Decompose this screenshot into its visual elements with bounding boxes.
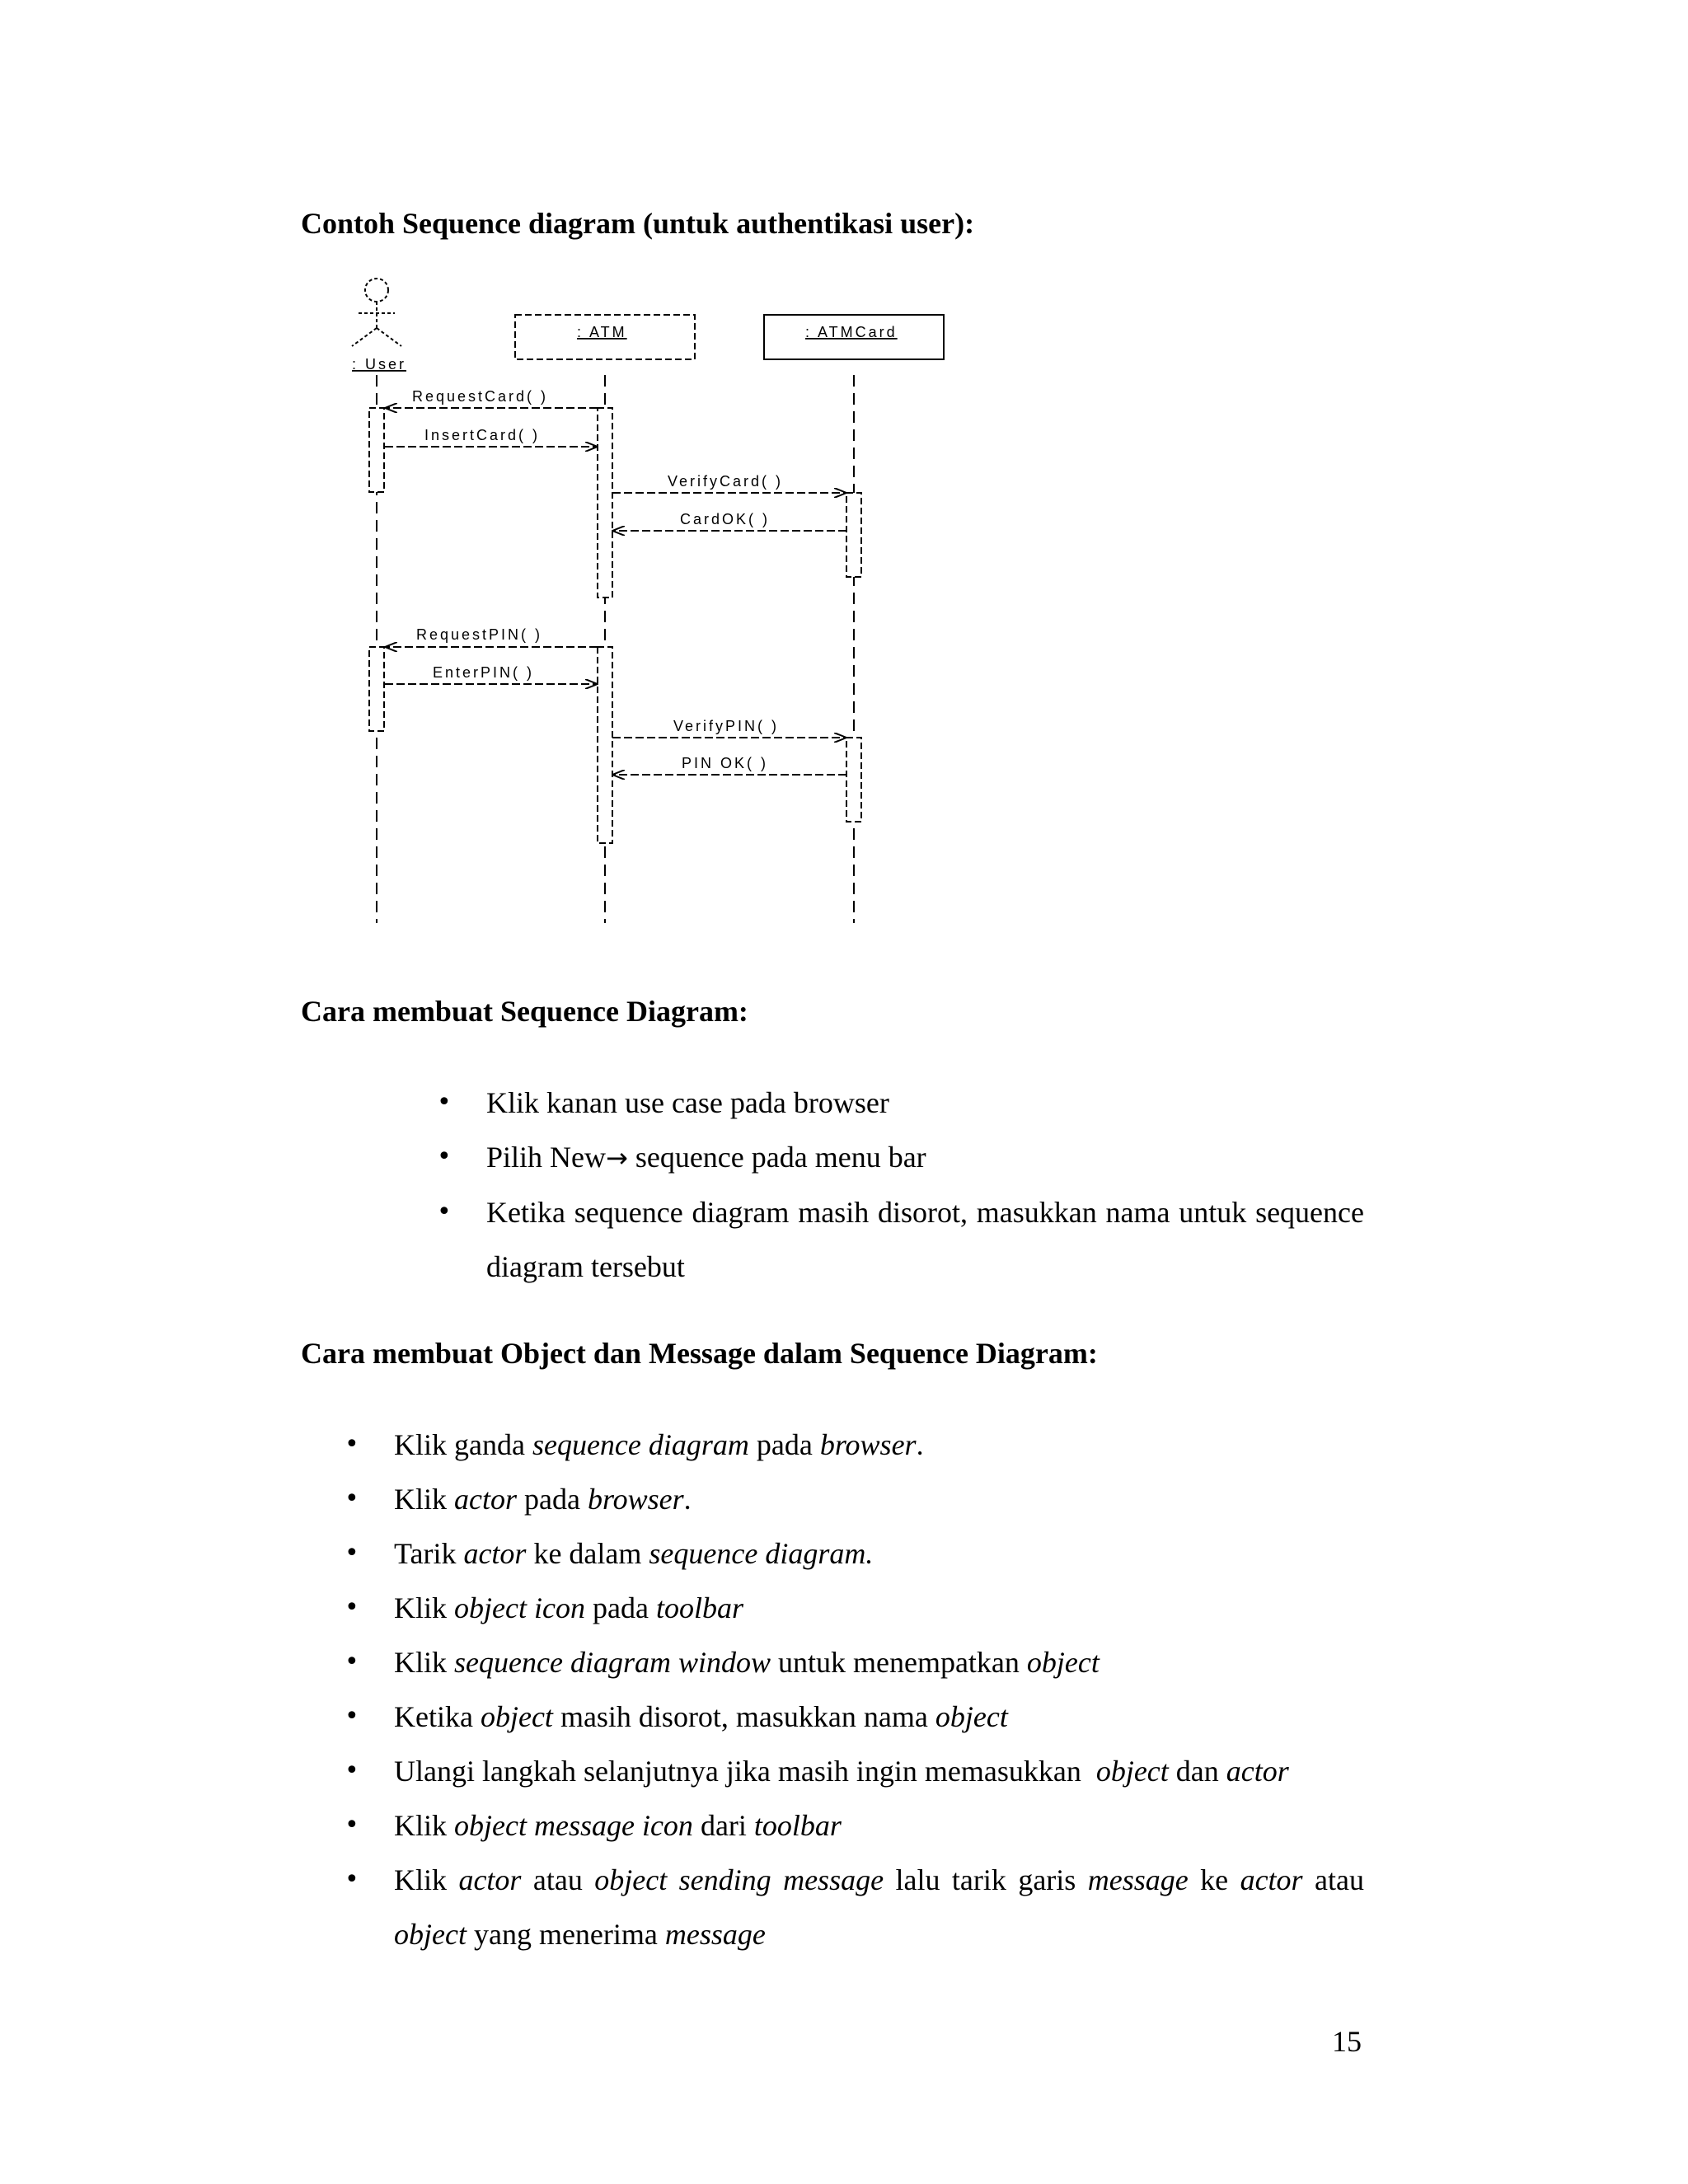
sequence-diagram: [326, 272, 968, 931]
list-item: • Klik object message icon dari toolbar: [345, 1798, 1364, 1853]
bullet-icon: •: [345, 1484, 359, 1513]
activation-atm-2: [598, 647, 612, 843]
bullet-icon: •: [345, 1811, 359, 1840]
message-label: RequestPIN( ): [416, 626, 543, 643]
message-label: PIN OK( ): [682, 755, 769, 771]
bullet-icon: •: [345, 1539, 359, 1568]
heading-example: Contoh Sequence diagram (untuk authentikasi user):: [301, 207, 975, 240]
activation-user-1: [369, 408, 384, 492]
object-label-atm: : ATM: [577, 324, 627, 340]
message-label: EnterPIN( ): [433, 664, 535, 681]
bullet-icon: •: [345, 1865, 359, 1894]
list-item: • Pilih New→ sequence pada menu bar: [437, 1130, 1364, 1185]
list-item: • Tarik actor ke dalam sequence diagram.: [345, 1526, 1364, 1581]
activation-atm-1: [598, 408, 612, 598]
list-item: • Klik actor pada browser.: [345, 1472, 1364, 1526]
page-number: 15: [1332, 2025, 1362, 2058]
steps-list-objects-messages: [345, 1418, 1364, 1961]
list-item: • Klik ganda sequence diagram pada browser.: [345, 1418, 1364, 1472]
list-item: • Klik actor atau object sending message lalu tarik garis message ke actor atau object yang menerima message: [345, 1853, 1364, 1961]
list-item: • Ketika sequence diagram masih disorot, masukkan nama untuk sequence diagram tersebut: [437, 1185, 1364, 1294]
bullet-icon: •: [345, 1593, 359, 1622]
bullet-icon: •: [345, 1647, 359, 1676]
bullet-icon: •: [345, 1430, 359, 1459]
message-label: VerifyPIN( ): [673, 718, 780, 734]
list-item: • Klik kanan use case pada browser: [437, 1076, 1364, 1130]
activation-user-2: [369, 647, 384, 731]
heading-objects-messages: Cara membuat Object dan Message dalam Sequence Diagram:: [301, 1337, 1098, 1370]
activation-atmcard-1: [846, 493, 861, 577]
bullet-icon: •: [345, 1756, 359, 1785]
steps-list-create-diagram: [437, 1076, 1364, 1294]
list-item: • Klik sequence diagram window untuk menempatkan object: [345, 1635, 1364, 1690]
object-label-atmcard: : ATMCard: [805, 324, 898, 340]
activation-atmcard-2: [846, 738, 861, 822]
message-label: VerifyCard( ): [668, 473, 784, 490]
list-item: • Klik object icon pada toolbar: [345, 1581, 1364, 1635]
message-label: InsertCard( ): [424, 427, 541, 443]
bullet-icon: •: [437, 1088, 452, 1117]
bullet-icon: •: [437, 1142, 452, 1171]
list-item: • Ketika object masih disorot, masukkan nama object: [345, 1690, 1364, 1744]
message-label: RequestCard( ): [412, 388, 549, 405]
message-label: CardOK( ): [680, 511, 771, 527]
actor-label: : User: [352, 356, 407, 373]
bullet-icon: •: [437, 1197, 452, 1226]
bullet-icon: •: [345, 1702, 359, 1731]
list-item: • Ulangi langkah selanjutnya jika masih ingin memasukkan object dan actor: [345, 1744, 1364, 1798]
heading-how-to-create: Cara membuat Sequence Diagram:: [301, 995, 748, 1028]
actor-figure: [352, 279, 401, 346]
arrow-right-icon: →: [606, 1142, 628, 1174]
